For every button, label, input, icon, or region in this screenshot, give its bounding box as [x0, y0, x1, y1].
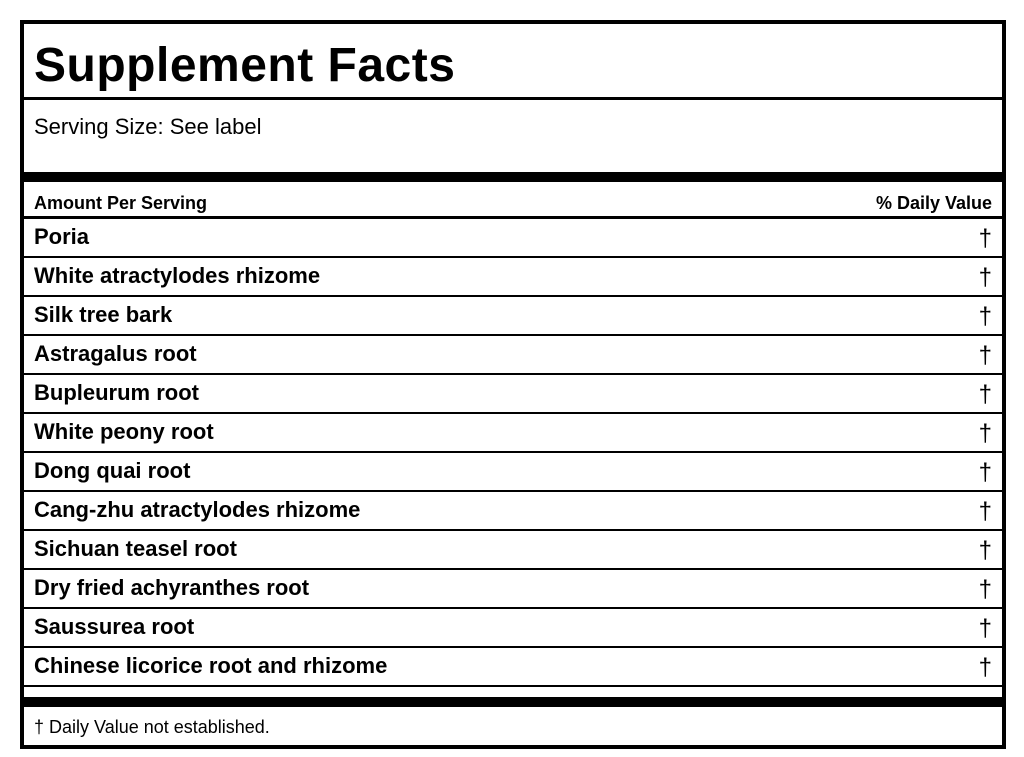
ingredient-name: Saussurea root [34, 614, 195, 639]
daily-value-dagger: † [978, 342, 992, 369]
daily-value-dagger: † [978, 576, 992, 603]
ingredient-name: Chinese licorice root and rhizome [34, 653, 388, 678]
serving-size: Serving Size: See label [34, 114, 262, 139]
ingredient-row [24, 531, 1002, 570]
daily-value-dagger: † [978, 420, 992, 447]
daily-value-dagger: † [978, 615, 992, 642]
ingredient-name: Dong quai root [34, 458, 191, 483]
ingredient-name: White peony root [34, 419, 214, 444]
daily-value-header: % Daily Value [875, 193, 992, 213]
ingredient-name: Poria [34, 224, 90, 249]
thick-divider-bottom [24, 697, 1002, 707]
ingredient-row [24, 453, 1002, 492]
ingredient-row [24, 648, 1002, 687]
footnote: † Daily Value not established. [34, 717, 270, 737]
daily-value-dagger: † [978, 654, 992, 681]
daily-value-dagger: † [978, 303, 992, 330]
ingredient-row [24, 297, 1002, 336]
ingredient-name: Astragalus root [34, 341, 197, 366]
daily-value-dagger: † [978, 381, 992, 408]
ingredient-name: Sichuan teasel root [34, 536, 237, 561]
daily-value-dagger: † [978, 537, 992, 564]
panel-title: Supplement Facts [34, 39, 456, 92]
title-divider [24, 97, 1002, 100]
ingredient-row [24, 336, 1002, 375]
ingredient-row [24, 258, 1002, 297]
daily-value-dagger: † [978, 459, 992, 486]
daily-value-dagger: † [978, 264, 992, 291]
thick-divider-top [24, 172, 1002, 182]
daily-value-dagger: † [978, 498, 992, 525]
ingredient-list [24, 219, 1002, 687]
amount-per-serving-header: Amount Per Serving [34, 193, 208, 213]
ingredient-name: Bupleurum root [34, 380, 199, 405]
ingredient-row [24, 219, 1002, 258]
ingredient-name: Silk tree bark [34, 302, 173, 327]
ingredient-row [24, 414, 1002, 453]
supplement-facts-panel [20, 20, 1006, 749]
ingredient-row [24, 570, 1002, 609]
ingredient-name: Cang-zhu atractylodes rhizome [34, 497, 361, 522]
ingredient-name: White atractylodes rhizome [34, 263, 321, 288]
ingredient-name: Dry fried achyranthes root [34, 575, 310, 600]
daily-value-dagger: † [978, 225, 992, 252]
ingredient-row [24, 375, 1002, 414]
ingredient-row [24, 609, 1002, 648]
ingredient-row [24, 492, 1002, 531]
